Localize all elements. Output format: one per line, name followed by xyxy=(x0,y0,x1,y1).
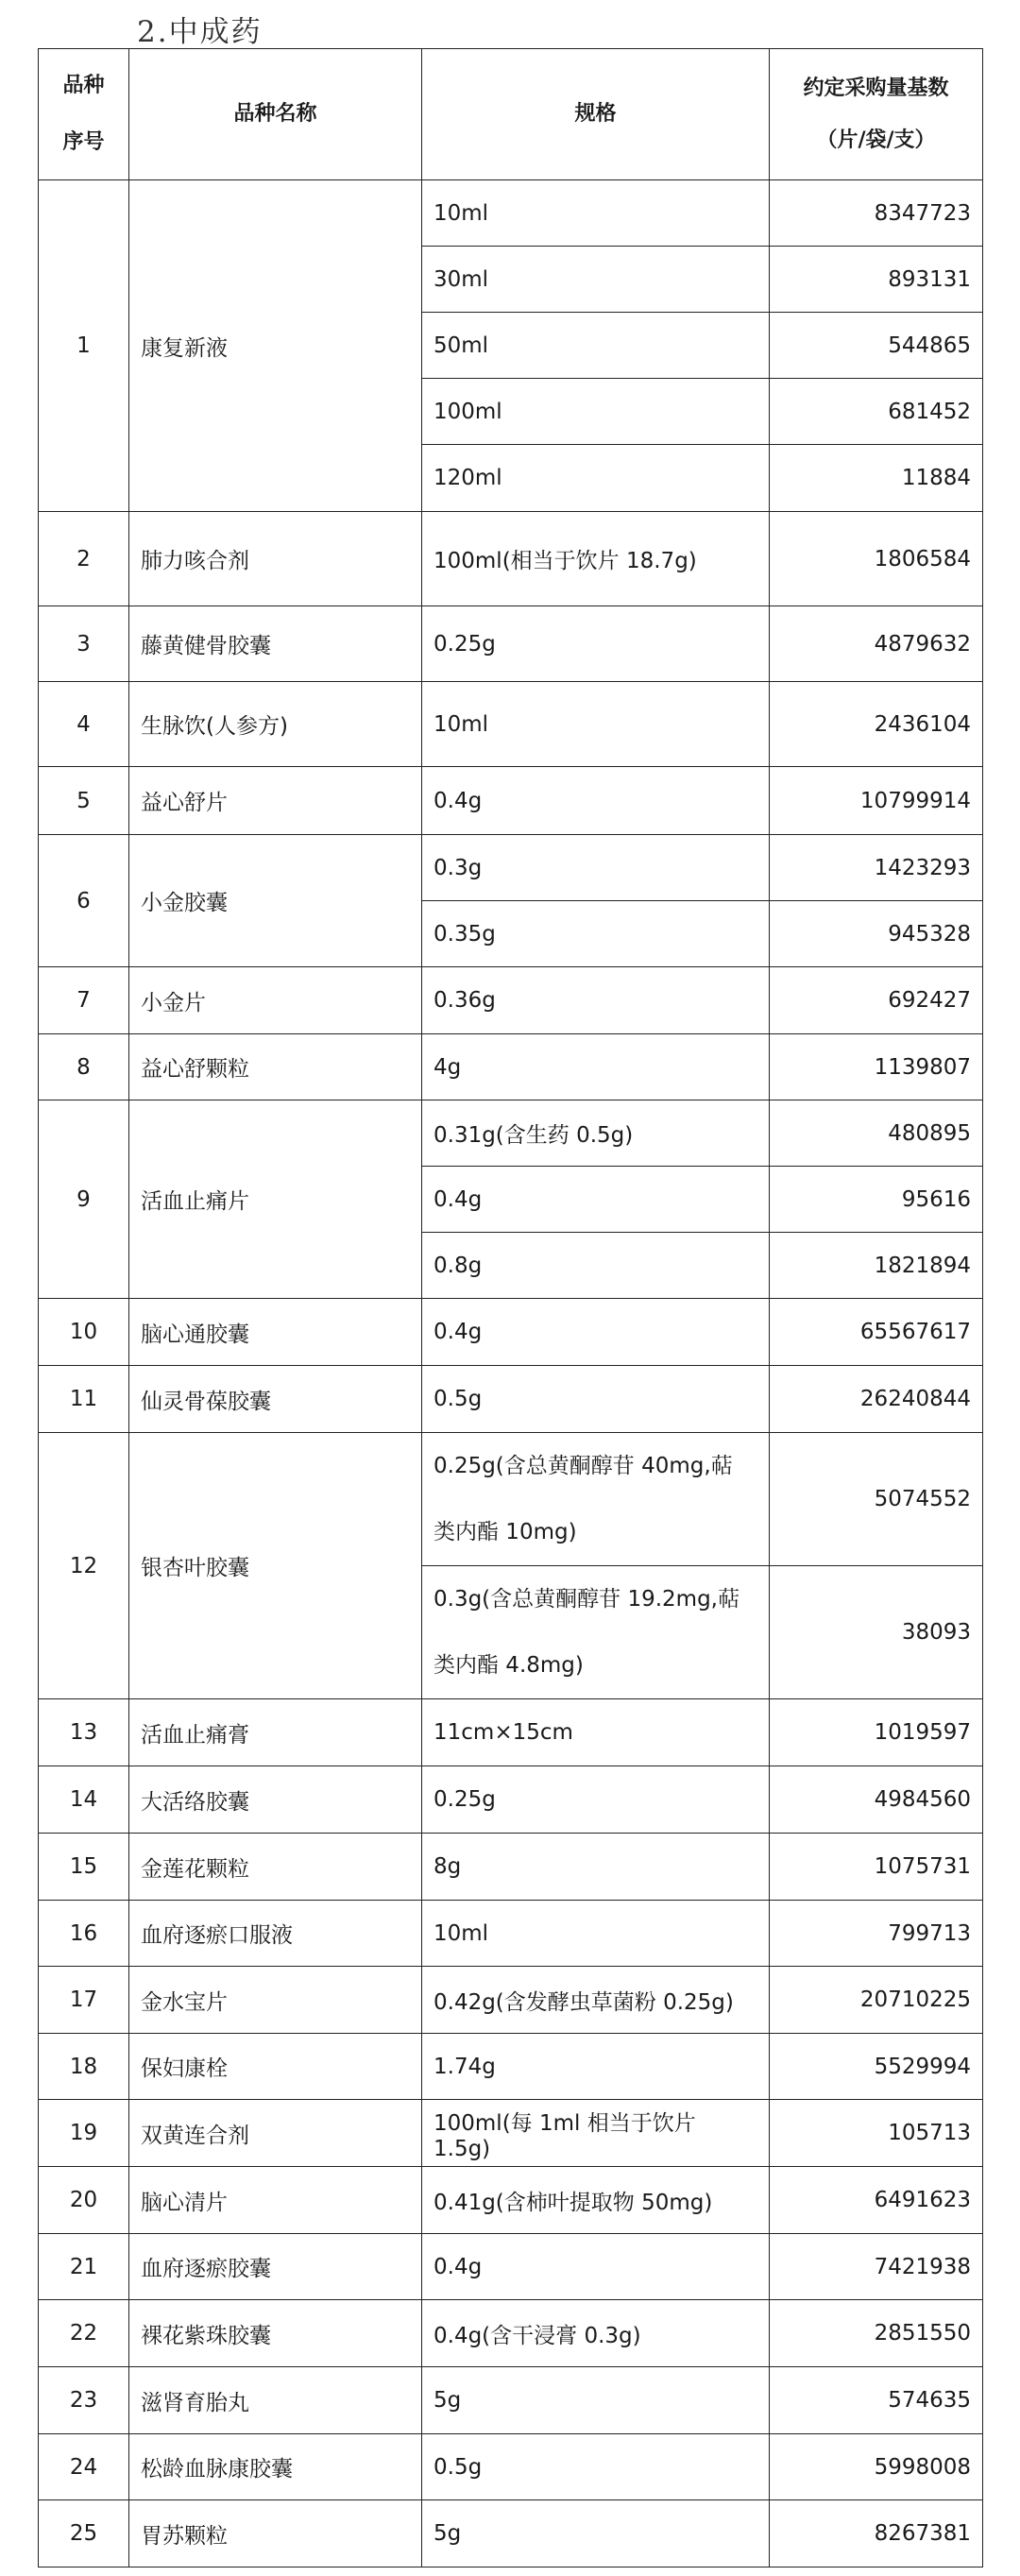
base-quantity: 11884 xyxy=(770,445,983,512)
base-quantity: 692427 xyxy=(770,967,983,1034)
table-row xyxy=(39,1766,983,1834)
drug-spec: 5g xyxy=(422,2367,770,2434)
drug-spec: 0.4g(含干浸膏 0.3g) xyxy=(422,2300,770,2367)
drug-name: 双黄连合剂 xyxy=(129,2100,422,2167)
table-row xyxy=(39,1034,983,1100)
drug-name: 小金片 xyxy=(129,967,422,1034)
table-row xyxy=(39,682,983,767)
row-index: 11 xyxy=(39,1366,129,1433)
row-index: 6 xyxy=(39,835,129,967)
row-index: 21 xyxy=(39,2234,129,2300)
drug-spec: 0.4g xyxy=(422,2234,770,2300)
table-header-row xyxy=(39,49,983,180)
row-index: 22 xyxy=(39,2300,129,2367)
drug-spec: 0.5g xyxy=(422,1366,770,1433)
base-quantity: 799713 xyxy=(770,1901,983,1967)
base-quantity: 945328 xyxy=(770,901,983,967)
row-index: 1 xyxy=(39,180,129,512)
drug-name: 小金胶囊 xyxy=(129,835,422,967)
row-index: 15 xyxy=(39,1834,129,1901)
drug-name: 保妇康栓 xyxy=(129,2034,422,2100)
drug-spec: 10ml xyxy=(422,682,770,767)
drug-name: 血府逐瘀口服液 xyxy=(129,1901,422,1967)
base-quantity: 4984560 xyxy=(770,1766,983,1834)
base-quantity: 2436104 xyxy=(770,682,983,767)
base-quantity: 1423293 xyxy=(770,835,983,901)
drug-spec: 0.4g xyxy=(422,1299,770,1366)
drug-spec: 50ml xyxy=(422,313,770,379)
procurement-table xyxy=(38,48,983,2567)
table-row xyxy=(39,2300,983,2367)
header-quantity-line1: 约定采购量基数 xyxy=(803,77,949,100)
row-index: 9 xyxy=(39,1100,129,1299)
table-row xyxy=(39,1433,983,1566)
base-quantity: 105713 xyxy=(770,2100,983,2167)
drug-spec: 0.42g(含发酵虫草菌粉 0.25g) xyxy=(422,1967,770,2034)
table-row xyxy=(39,1699,983,1766)
drug-name: 脑心清片 xyxy=(129,2167,422,2234)
header-name: 品种名称 xyxy=(129,49,422,180)
base-quantity: 5074552 xyxy=(770,1433,983,1566)
row-index: 7 xyxy=(39,967,129,1034)
row-index: 24 xyxy=(39,2434,129,2500)
base-quantity: 10799914 xyxy=(770,767,983,835)
row-index: 18 xyxy=(39,2034,129,2100)
table-row xyxy=(39,2100,983,2167)
drug-name: 益心舒片 xyxy=(129,767,422,835)
row-index: 5 xyxy=(39,767,129,835)
drug-spec: 30ml xyxy=(422,247,770,313)
row-index: 10 xyxy=(39,1299,129,1366)
base-quantity: 20710225 xyxy=(770,1967,983,2034)
drug-name: 生脉饮(人参方) xyxy=(129,682,422,767)
drug-spec: 0.3g xyxy=(422,835,770,901)
drug-spec: 0.4g xyxy=(422,767,770,835)
table-row xyxy=(39,1967,983,2034)
row-index: 20 xyxy=(39,2167,129,2234)
base-quantity: 1075731 xyxy=(770,1834,983,1901)
drug-spec: 0.5g xyxy=(422,2434,770,2500)
drug-spec: 0.25g xyxy=(422,1766,770,1834)
table-row xyxy=(39,512,983,606)
base-quantity: 8347723 xyxy=(770,180,983,247)
table-row xyxy=(39,2234,983,2300)
table-row xyxy=(39,1901,983,1967)
base-quantity: 95616 xyxy=(770,1167,983,1233)
drug-spec: 0.36g xyxy=(422,967,770,1034)
drug-spec: 4g xyxy=(422,1034,770,1100)
drug-name: 康复新液 xyxy=(129,180,422,512)
row-index: 25 xyxy=(39,2500,129,2567)
drug-name: 活血止痛膏 xyxy=(129,1699,422,1766)
table-row xyxy=(39,2367,983,2434)
base-quantity: 544865 xyxy=(770,313,983,379)
row-index: 17 xyxy=(39,1967,129,2034)
drug-spec: 8g xyxy=(422,1834,770,1901)
drug-name: 脑心通胶囊 xyxy=(129,1299,422,1366)
row-index: 4 xyxy=(39,682,129,767)
drug-spec: 100ml(相当于饮片 18.7g) xyxy=(422,512,770,606)
drug-spec: 0.35g xyxy=(422,901,770,967)
table-row xyxy=(39,1834,983,1901)
drug-name: 大活络胶囊 xyxy=(129,1766,422,1834)
row-index: 23 xyxy=(39,2367,129,2434)
row-index: 3 xyxy=(39,606,129,682)
drug-name: 金水宝片 xyxy=(129,1967,422,2034)
drug-spec: 0.31g(含生药 0.5g) xyxy=(422,1100,770,1167)
drug-name: 银杏叶胶囊 xyxy=(129,1433,422,1699)
row-index: 16 xyxy=(39,1901,129,1967)
drug-name: 金莲花颗粒 xyxy=(129,1834,422,1901)
header-quantity-line2: （片/袋/支） xyxy=(816,128,936,152)
drug-spec: 0.41g(含柿叶提取物 50mg) xyxy=(422,2167,770,2234)
drug-name: 藤黄健骨胶囊 xyxy=(129,606,422,682)
base-quantity: 1139807 xyxy=(770,1034,983,1100)
drug-spec: 0.25g(含总黄酮醇苷 40mg,萜类内酯 10mg) xyxy=(422,1433,770,1566)
drug-spec: 0.8g xyxy=(422,1233,770,1299)
base-quantity: 480895 xyxy=(770,1100,983,1167)
base-quantity: 1019597 xyxy=(770,1699,983,1766)
base-quantity: 5998008 xyxy=(770,2434,983,2500)
drug-name: 肺力咳合剂 xyxy=(129,512,422,606)
drug-spec: 10ml xyxy=(422,180,770,247)
row-index: 13 xyxy=(39,1699,129,1766)
drug-name: 血府逐瘀胶囊 xyxy=(129,2234,422,2300)
drug-name: 益心舒颗粒 xyxy=(129,1034,422,1100)
table-body xyxy=(39,180,983,2567)
base-quantity: 1821894 xyxy=(770,1233,983,1299)
base-quantity: 26240844 xyxy=(770,1366,983,1433)
base-quantity: 893131 xyxy=(770,247,983,313)
header-index-line1: 品种 xyxy=(62,74,105,97)
table-row xyxy=(39,1366,983,1433)
header-quantity xyxy=(770,49,983,180)
table-row xyxy=(39,606,983,682)
base-quantity: 4879632 xyxy=(770,606,983,682)
row-index: 19 xyxy=(39,2100,129,2167)
row-index: 14 xyxy=(39,1766,129,1834)
base-quantity: 5529994 xyxy=(770,2034,983,2100)
table-row xyxy=(39,2434,983,2500)
drug-name: 松龄血脉康胶囊 xyxy=(129,2434,422,2500)
section-title: 2.中成药 xyxy=(137,15,263,49)
drug-spec: 100ml(每 1ml 相当于饮片 1.5g) xyxy=(422,2100,770,2167)
drug-name: 活血止痛片 xyxy=(129,1100,422,1299)
table-row xyxy=(39,2167,983,2234)
base-quantity: 2851550 xyxy=(770,2300,983,2367)
drug-spec: 10ml xyxy=(422,1901,770,1967)
base-quantity: 1806584 xyxy=(770,512,983,606)
row-index: 8 xyxy=(39,1034,129,1100)
drug-spec: 120ml xyxy=(422,445,770,512)
drug-name: 仙灵骨葆胶囊 xyxy=(129,1366,422,1433)
table-row xyxy=(39,767,983,835)
drug-name: 胃苏颗粒 xyxy=(129,2500,422,2567)
table-row xyxy=(39,2034,983,2100)
row-index: 12 xyxy=(39,1433,129,1699)
header-index-line2: 序号 xyxy=(62,130,105,154)
base-quantity: 574635 xyxy=(770,2367,983,2434)
header-spec: 规格 xyxy=(422,49,770,180)
header-index xyxy=(39,49,129,180)
drug-name: 裸花紫珠胶囊 xyxy=(129,2300,422,2367)
base-quantity: 38093 xyxy=(770,1566,983,1699)
base-quantity: 7421938 xyxy=(770,2234,983,2300)
table-row xyxy=(39,835,983,901)
drug-spec: 0.3g(含总黄酮醇苷 19.2mg,萜类内酯 4.8mg) xyxy=(422,1566,770,1699)
base-quantity: 8267381 xyxy=(770,2500,983,2567)
drug-name: 滋肾育胎丸 xyxy=(129,2367,422,2434)
drug-spec: 100ml xyxy=(422,379,770,445)
base-quantity: 681452 xyxy=(770,379,983,445)
drug-spec: 11cm×15cm xyxy=(422,1699,770,1766)
row-index: 2 xyxy=(39,512,129,606)
base-quantity: 6491623 xyxy=(770,2167,983,2234)
drug-spec: 0.4g xyxy=(422,1167,770,1233)
table-row xyxy=(39,1299,983,1366)
base-quantity: 65567617 xyxy=(770,1299,983,1366)
table-row xyxy=(39,1100,983,1167)
table-row xyxy=(39,967,983,1034)
drug-spec: 1.74g xyxy=(422,2034,770,2100)
table-row xyxy=(39,2500,983,2567)
table-row xyxy=(39,180,983,247)
drug-spec: 0.25g xyxy=(422,606,770,682)
drug-spec: 5g xyxy=(422,2500,770,2567)
